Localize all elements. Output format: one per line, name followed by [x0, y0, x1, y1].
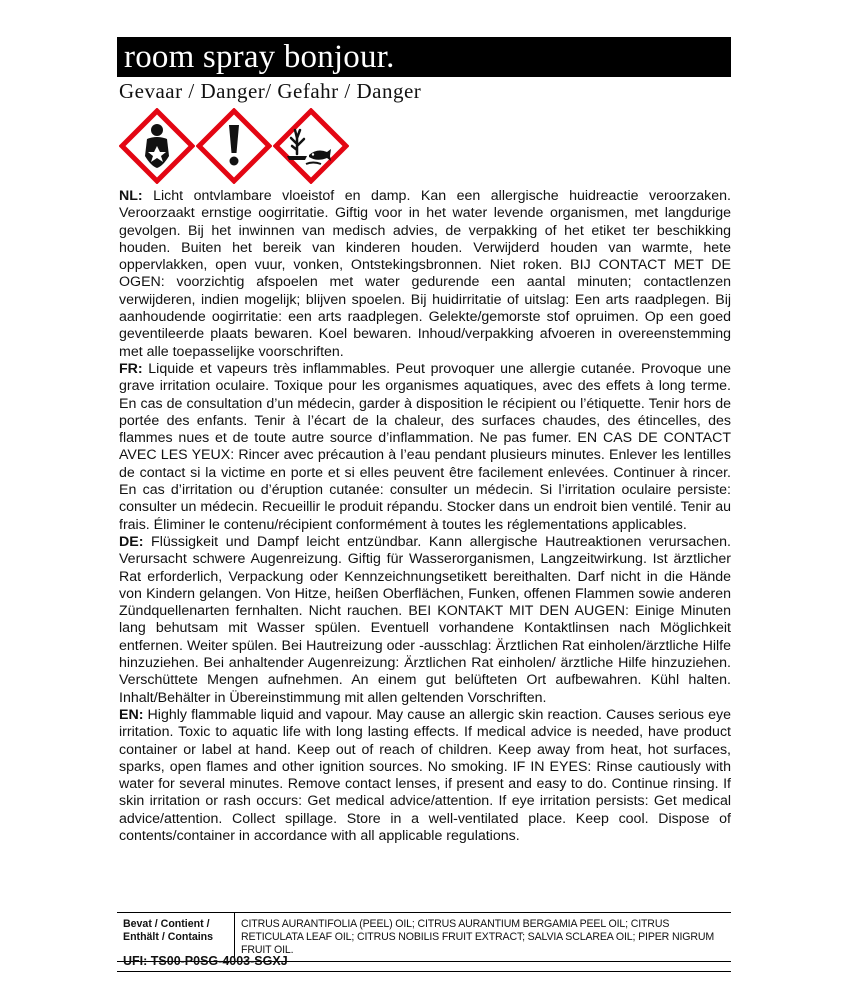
section-text: Liquide et vapeurs très inflammables. Peut provoquer une allergie cutanée. Provoque une grave irritation oculaire. Toxique pour les organismes aquatiques, avec des effets à long terme. En cas de consultation d’un médecin, garder à disposition le récipient ou l’étiquette. Tenir hors de portée des enfants. Tenir à l’écart de la chaleur, des surfaces chaudes, des étincelles, des flammes nues et de toute autre source d’inflammation. Ne pas fumer. EN CAS DE CONTACT AVEC LES YEUX: Rincer avec précaution à l’eau pendant plusieurs minutes. Enlever les lentilles de contact si la victime en porte et si elles peuvent être facilement enlevées. Continuer à rincer. En cas d’irritation ou d’éruption cutanée: consulter un médecin. Si l’irritation oculaire persiste: consulter un médecin. Recueillir le produit répandu. Stocker dans un endroit bien ventilé. Tenir au frais. Éliminer le contenu/récipient conformément à toutes les réglementations applicables. — [119, 360, 731, 533]
ufi-code: UFI: TS00-P0SG-4003-SGXJ — [123, 954, 288, 968]
environment-hazard-icon — [273, 108, 349, 184]
hazard-statements — [119, 188, 731, 845]
language-code: NL: — [119, 188, 143, 204]
section-en — [119, 707, 731, 845]
contents-label-line: Bevat / Contient / — [123, 918, 210, 930]
product-title: room spray bonjour. — [117, 37, 731, 77]
language-code: DE: — [119, 533, 144, 550]
signal-words: Gevaar / Danger/ Gefahr / Danger — [119, 79, 422, 103]
language-code: FR: — [119, 360, 143, 377]
section-nl — [119, 188, 731, 361]
section-text: Flüssigkeit und Dampf leicht entzündbar. Kann allergische Hautreaktionen verursachen. Verursacht schwere Augenreizung. Giftig für Wasserorganismen, Langzeitwirkung. Ist ärztlicher Rat erforderlich, Verpackung oder Kennzeichnungsetikett bereithalten. Darf nicht in die Hände von Kindern gelangen. Von Hitze, heißen Oberflächen, Funken, offenen Flammen sowie anderen Zündquellenarten fernhalten. Nicht rauchen. BEI KONTAKT MIT DEN AUGEN: Einige Minuten lang behutsam mit Wasser spülen. Eventuell vorhandene Kontaktlinsen nach Möglichkeit entfernen. Weiter spülen. Bei Hautreizung oder -ausschlag: Ärztlichen Rat einholen/ärztliche Hilfe hinzuziehen. Bei anhaltender Augenreizung: Ärztlichen Rat einholen/ ärztliche Hilfe hinzuziehen. Verschüttete Mengen aufnehmen. An einem gut belüfteten Ort aufbewahren. Kühl halten. Inhalt/Behälter in Übereinstimmung mit allen geltenden Vorschriften. — [119, 533, 731, 706]
section-text: Licht ontvlambare vloeistof en damp. Kan een allergische huidreactie veroorzaken. Veroorzaakt ernstige oogirritatie. Giftig voor in het water levende organismen, met langdurige gevolgen. Bij het inwinnen van medisch advies, de verpakking of het etiket ter beschikking houden. Buiten het bereik van kinderen houden. Verwijderd houden van warmte, hete oppervlakken, open vuur, vonken, Ontstekingsbronnen. Niet roken. BIJ CONTACT MET DE OGEN: voorzichtig afspoelen met water gedurende een aantal minuten; contactlenzen verwijderen, indien mogelijk; blijven spoelen. Bij huidirritatie of uitslag: Een arts raadplegen. Bij aanhoudende oogirritatie: een arts raadplegen. Gelekte/gemorste stof opruimen. Op een goed geventileerde plaats bewaren. Koel bewaren. Inhoud/verpakking afvoeren in overeenstemming met alle toepasselijke voorschriften. — [119, 188, 731, 360]
exclamation-mark-icon — [196, 108, 272, 184]
contents-label-line: Enthält / Contains — [123, 931, 214, 943]
section-text: Highly flammable liquid and vapour. May cause an allergic skin reaction. Causes serious eye irritation. Toxic to aquatic life with long lasting effects. If medical advice is needed, have product container or label at hand. Keep out of reach of children. Keep away from heat, hot surfaces, sparks, open flames and other ignition sources. No smoking. IF IN EYES: Rinse cautiously with water for several minutes. Remove contact lenses, if present and easy to do. Continue rinsing. If skin irritation or rash occurs: Get medical advice/attention. If eye irritation persists: Get medical advice/attention. Collect spillage. Store in a well-ventilated place. Keep cool. Dispose of contents/container in accordance with all applicable regulations. — [119, 706, 731, 844]
health-hazard-icon — [119, 108, 195, 184]
bottom-divider — [117, 971, 731, 972]
language-code: EN: — [119, 706, 144, 723]
section-fr — [119, 361, 731, 534]
ingredients-list: CITRUS AURANTIFOLIA (PEEL) OIL; CITRUS AURANTIUM BERGAMIA PEEL OIL; CITRUS RETICULATA LEAF OIL; CITRUS NOBILIS FRUIT EXTRACT; SALVIA SCLAREA OIL; PIPER NIGRUM FRUIT OIL. — [241, 918, 715, 956]
section-de — [119, 534, 731, 707]
